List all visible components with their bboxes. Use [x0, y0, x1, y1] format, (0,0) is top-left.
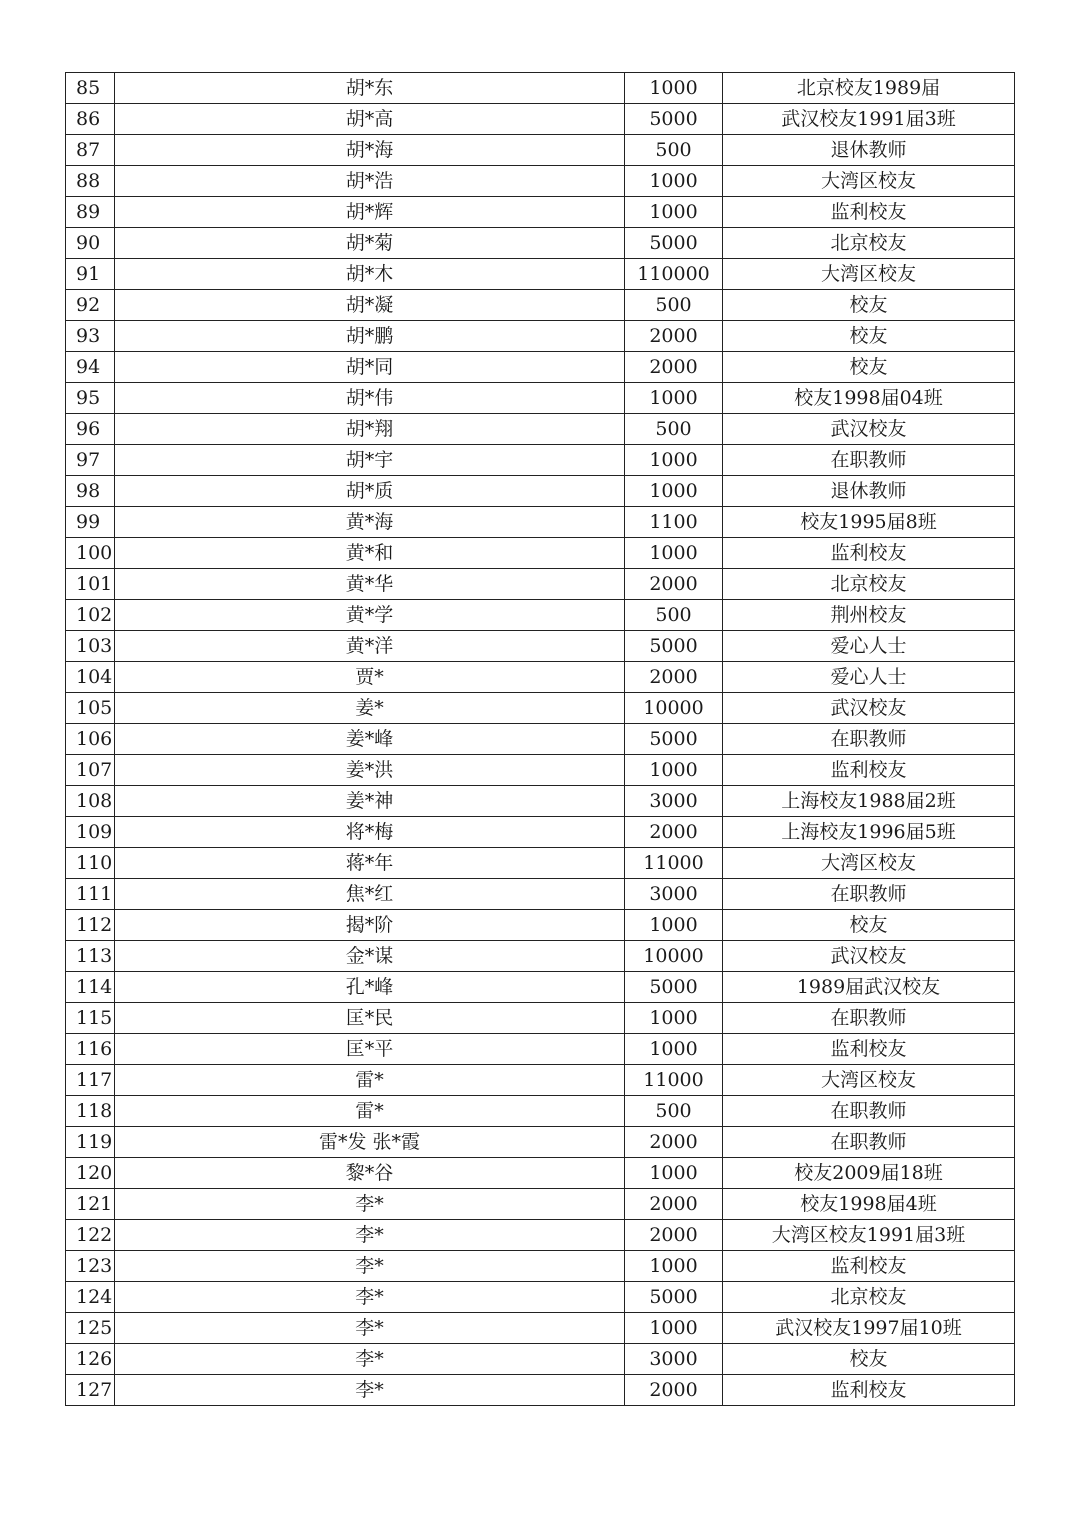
donor-name-cell: 姜*神 — [115, 786, 625, 817]
table-row — [66, 73, 1015, 104]
table-row — [66, 1313, 1015, 1344]
remark-cell: 大湾区校友 — [723, 1065, 1015, 1096]
remark-cell: 校友 — [723, 910, 1015, 941]
row-number-cell: 125 — [66, 1313, 115, 1344]
donation-list-sheet — [65, 72, 1014, 1406]
amount-cell: 3000 — [625, 1344, 723, 1375]
donor-name-cell: 胡*菊 — [115, 228, 625, 259]
table-row — [66, 321, 1015, 352]
remark-cell: 爱心人士 — [723, 631, 1015, 662]
row-number-cell: 86 — [66, 104, 115, 135]
row-number-cell: 118 — [66, 1096, 115, 1127]
donor-name-cell: 胡*浩 — [115, 166, 625, 197]
donor-name-cell: 姜*峰 — [115, 724, 625, 755]
table-row — [66, 507, 1015, 538]
donor-name-cell: 李* — [115, 1313, 625, 1344]
remark-cell: 大湾区校友 — [723, 848, 1015, 879]
amount-cell: 3000 — [625, 879, 723, 910]
donor-name-cell: 黄*洋 — [115, 631, 625, 662]
donor-name-cell: 胡*海 — [115, 135, 625, 166]
amount-cell: 2000 — [625, 817, 723, 848]
row-number-cell: 97 — [66, 445, 115, 476]
row-number-cell: 93 — [66, 321, 115, 352]
donor-name-cell: 胡*辉 — [115, 197, 625, 228]
row-number-cell: 96 — [66, 414, 115, 445]
table-row — [66, 1034, 1015, 1065]
table-row — [66, 941, 1015, 972]
donor-name-cell: 李* — [115, 1375, 625, 1406]
amount-cell: 1000 — [625, 197, 723, 228]
remark-cell: 在职教师 — [723, 445, 1015, 476]
donor-name-cell: 黄*海 — [115, 507, 625, 538]
table-row — [66, 972, 1015, 1003]
amount-cell: 1000 — [625, 1003, 723, 1034]
row-number-cell: 116 — [66, 1034, 115, 1065]
donor-name-cell: 李* — [115, 1251, 625, 1282]
donor-name-cell: 胡*宇 — [115, 445, 625, 476]
remark-cell: 北京校友1989届 — [723, 73, 1015, 104]
amount-cell: 5000 — [625, 972, 723, 1003]
remark-cell: 上海校友1996届5班 — [723, 817, 1015, 848]
amount-cell: 2000 — [625, 1220, 723, 1251]
amount-cell: 2000 — [625, 321, 723, 352]
amount-cell: 5000 — [625, 631, 723, 662]
table-row — [66, 755, 1015, 786]
amount-cell: 2000 — [625, 1375, 723, 1406]
remark-cell: 大湾区校友 — [723, 166, 1015, 197]
row-number-cell: 110 — [66, 848, 115, 879]
amount-cell: 5000 — [625, 724, 723, 755]
donor-name-cell: 将*梅 — [115, 817, 625, 848]
donor-name-cell: 李* — [115, 1220, 625, 1251]
remark-cell: 校友 — [723, 321, 1015, 352]
row-number-cell: 107 — [66, 755, 115, 786]
table-row — [66, 1003, 1015, 1034]
amount-cell: 11000 — [625, 1065, 723, 1096]
table-row — [66, 259, 1015, 290]
donor-name-cell: 揭*阶 — [115, 910, 625, 941]
amount-cell: 1000 — [625, 1313, 723, 1344]
remark-cell: 武汉校友 — [723, 941, 1015, 972]
donor-name-cell: 胡*质 — [115, 476, 625, 507]
row-number-cell: 98 — [66, 476, 115, 507]
donation-table-body — [66, 73, 1015, 1406]
amount-cell: 3000 — [625, 786, 723, 817]
table-row — [66, 1096, 1015, 1127]
row-number-cell: 95 — [66, 383, 115, 414]
row-number-cell: 126 — [66, 1344, 115, 1375]
table-row — [66, 383, 1015, 414]
row-number-cell: 94 — [66, 352, 115, 383]
amount-cell: 1000 — [625, 383, 723, 414]
amount-cell: 1000 — [625, 1034, 723, 1065]
amount-cell: 2000 — [625, 569, 723, 600]
donor-name-cell: 蒋*年 — [115, 848, 625, 879]
table-row — [66, 104, 1015, 135]
table-row — [66, 1065, 1015, 1096]
row-number-cell: 108 — [66, 786, 115, 817]
donor-name-cell: 孔*峰 — [115, 972, 625, 1003]
table-row — [66, 290, 1015, 321]
donor-name-cell: 姜* — [115, 693, 625, 724]
donor-name-cell: 雷* — [115, 1096, 625, 1127]
amount-cell: 5000 — [625, 104, 723, 135]
table-row — [66, 228, 1015, 259]
row-number-cell: 103 — [66, 631, 115, 662]
donor-name-cell: 胡*同 — [115, 352, 625, 383]
donation-table — [65, 72, 1015, 1406]
row-number-cell: 115 — [66, 1003, 115, 1034]
donor-name-cell: 李* — [115, 1282, 625, 1313]
row-number-cell: 112 — [66, 910, 115, 941]
amount-cell: 500 — [625, 414, 723, 445]
row-number-cell: 87 — [66, 135, 115, 166]
amount-cell: 1000 — [625, 73, 723, 104]
remark-cell: 大湾区校友 — [723, 259, 1015, 290]
row-number-cell: 90 — [66, 228, 115, 259]
donor-name-cell: 李* — [115, 1344, 625, 1375]
amount-cell: 500 — [625, 135, 723, 166]
table-row — [66, 600, 1015, 631]
amount-cell: 2000 — [625, 1189, 723, 1220]
table-row — [66, 910, 1015, 941]
row-number-cell: 101 — [66, 569, 115, 600]
remark-cell: 校友1998届04班 — [723, 383, 1015, 414]
amount-cell: 500 — [625, 290, 723, 321]
donor-name-cell: 贾* — [115, 662, 625, 693]
row-number-cell: 123 — [66, 1251, 115, 1282]
amount-cell: 500 — [625, 1096, 723, 1127]
table-row — [66, 1189, 1015, 1220]
row-number-cell: 105 — [66, 693, 115, 724]
donor-name-cell: 胡*翔 — [115, 414, 625, 445]
amount-cell: 1000 — [625, 445, 723, 476]
remark-cell: 北京校友 — [723, 1282, 1015, 1313]
amount-cell: 500 — [625, 600, 723, 631]
table-row — [66, 414, 1015, 445]
remark-cell: 武汉校友1991届3班 — [723, 104, 1015, 135]
remark-cell: 爱心人士 — [723, 662, 1015, 693]
amount-cell: 10000 — [625, 941, 723, 972]
remark-cell: 校友 — [723, 352, 1015, 383]
remark-cell: 北京校友 — [723, 569, 1015, 600]
row-number-cell: 104 — [66, 662, 115, 693]
table-row — [66, 631, 1015, 662]
row-number-cell: 109 — [66, 817, 115, 848]
table-row — [66, 662, 1015, 693]
table-row — [66, 1251, 1015, 1282]
donor-name-cell: 匡*平 — [115, 1034, 625, 1065]
row-number-cell: 124 — [66, 1282, 115, 1313]
donor-name-cell: 胡*凝 — [115, 290, 625, 321]
row-number-cell: 121 — [66, 1189, 115, 1220]
amount-cell: 1000 — [625, 538, 723, 569]
donor-name-cell: 胡*高 — [115, 104, 625, 135]
donor-name-cell: 黎*谷 — [115, 1158, 625, 1189]
row-number-cell: 100 — [66, 538, 115, 569]
amount-cell: 1000 — [625, 1158, 723, 1189]
remark-cell: 退休教师 — [723, 135, 1015, 166]
table-row — [66, 197, 1015, 228]
amount-cell: 5000 — [625, 228, 723, 259]
remark-cell: 监利校友 — [723, 538, 1015, 569]
donor-name-cell: 匡*民 — [115, 1003, 625, 1034]
donor-name-cell: 雷* — [115, 1065, 625, 1096]
donor-name-cell: 焦*红 — [115, 879, 625, 910]
table-row — [66, 135, 1015, 166]
row-number-cell: 106 — [66, 724, 115, 755]
donor-name-cell: 姜*洪 — [115, 755, 625, 786]
remark-cell: 在职教师 — [723, 1096, 1015, 1127]
table-row — [66, 445, 1015, 476]
row-number-cell: 119 — [66, 1127, 115, 1158]
remark-cell: 监利校友 — [723, 1375, 1015, 1406]
table-row — [66, 848, 1015, 879]
remark-cell: 校友1995届8班 — [723, 507, 1015, 538]
remark-cell: 1989届武汉校友 — [723, 972, 1015, 1003]
amount-cell: 1100 — [625, 507, 723, 538]
remark-cell: 武汉校友 — [723, 693, 1015, 724]
donor-name-cell: 胡*木 — [115, 259, 625, 290]
row-number-cell: 91 — [66, 259, 115, 290]
table-row — [66, 786, 1015, 817]
donor-name-cell: 胡*鹏 — [115, 321, 625, 352]
table-row — [66, 1158, 1015, 1189]
row-number-cell: 111 — [66, 879, 115, 910]
table-row — [66, 1282, 1015, 1313]
amount-cell: 1000 — [625, 755, 723, 786]
remark-cell: 监利校友 — [723, 197, 1015, 228]
table-row — [66, 1127, 1015, 1158]
donor-name-cell: 黄*和 — [115, 538, 625, 569]
remark-cell: 大湾区校友1991届3班 — [723, 1220, 1015, 1251]
table-row — [66, 1375, 1015, 1406]
amount-cell: 11000 — [625, 848, 723, 879]
row-number-cell: 99 — [66, 507, 115, 538]
remark-cell: 退休教师 — [723, 476, 1015, 507]
row-number-cell: 114 — [66, 972, 115, 1003]
row-number-cell: 127 — [66, 1375, 115, 1406]
remark-cell: 在职教师 — [723, 879, 1015, 910]
remark-cell: 在职教师 — [723, 1127, 1015, 1158]
row-number-cell: 113 — [66, 941, 115, 972]
remark-cell: 荆州校友 — [723, 600, 1015, 631]
remark-cell: 在职教师 — [723, 724, 1015, 755]
donor-name-cell: 黄*学 — [115, 600, 625, 631]
amount-cell: 1000 — [625, 1251, 723, 1282]
donor-name-cell: 胡*东 — [115, 73, 625, 104]
amount-cell: 2000 — [625, 662, 723, 693]
table-row — [66, 817, 1015, 848]
table-row — [66, 1220, 1015, 1251]
amount-cell: 5000 — [625, 1282, 723, 1313]
donor-name-cell: 黄*华 — [115, 569, 625, 600]
amount-cell: 2000 — [625, 1127, 723, 1158]
donor-name-cell: 雷*发 张*霞 — [115, 1127, 625, 1158]
remark-cell: 武汉校友 — [723, 414, 1015, 445]
remark-cell: 校友 — [723, 1344, 1015, 1375]
table-row — [66, 166, 1015, 197]
donor-name-cell: 金*谋 — [115, 941, 625, 972]
row-number-cell: 89 — [66, 197, 115, 228]
remark-cell: 武汉校友1997届10班 — [723, 1313, 1015, 1344]
remark-cell: 监利校友 — [723, 1034, 1015, 1065]
row-number-cell: 122 — [66, 1220, 115, 1251]
table-row — [66, 724, 1015, 755]
remark-cell: 监利校友 — [723, 755, 1015, 786]
table-row — [66, 569, 1015, 600]
row-number-cell: 88 — [66, 166, 115, 197]
remark-cell: 校友1998届4班 — [723, 1189, 1015, 1220]
donor-name-cell: 胡*伟 — [115, 383, 625, 414]
row-number-cell: 92 — [66, 290, 115, 321]
table-row — [66, 1344, 1015, 1375]
row-number-cell: 85 — [66, 73, 115, 104]
table-row — [66, 352, 1015, 383]
remark-cell: 在职教师 — [723, 1003, 1015, 1034]
amount-cell: 1000 — [625, 910, 723, 941]
donor-name-cell: 李* — [115, 1189, 625, 1220]
table-row — [66, 693, 1015, 724]
amount-cell: 1000 — [625, 476, 723, 507]
table-row — [66, 879, 1015, 910]
amount-cell: 10000 — [625, 693, 723, 724]
remark-cell: 上海校友1988届2班 — [723, 786, 1015, 817]
table-row — [66, 538, 1015, 569]
amount-cell: 2000 — [625, 352, 723, 383]
row-number-cell: 117 — [66, 1065, 115, 1096]
remark-cell: 校友 — [723, 290, 1015, 321]
remark-cell: 校友2009届18班 — [723, 1158, 1015, 1189]
remark-cell: 北京校友 — [723, 228, 1015, 259]
amount-cell: 1000 — [625, 166, 723, 197]
amount-cell: 110000 — [625, 259, 723, 290]
row-number-cell: 120 — [66, 1158, 115, 1189]
row-number-cell: 102 — [66, 600, 115, 631]
table-row — [66, 476, 1015, 507]
remark-cell: 监利校友 — [723, 1251, 1015, 1282]
